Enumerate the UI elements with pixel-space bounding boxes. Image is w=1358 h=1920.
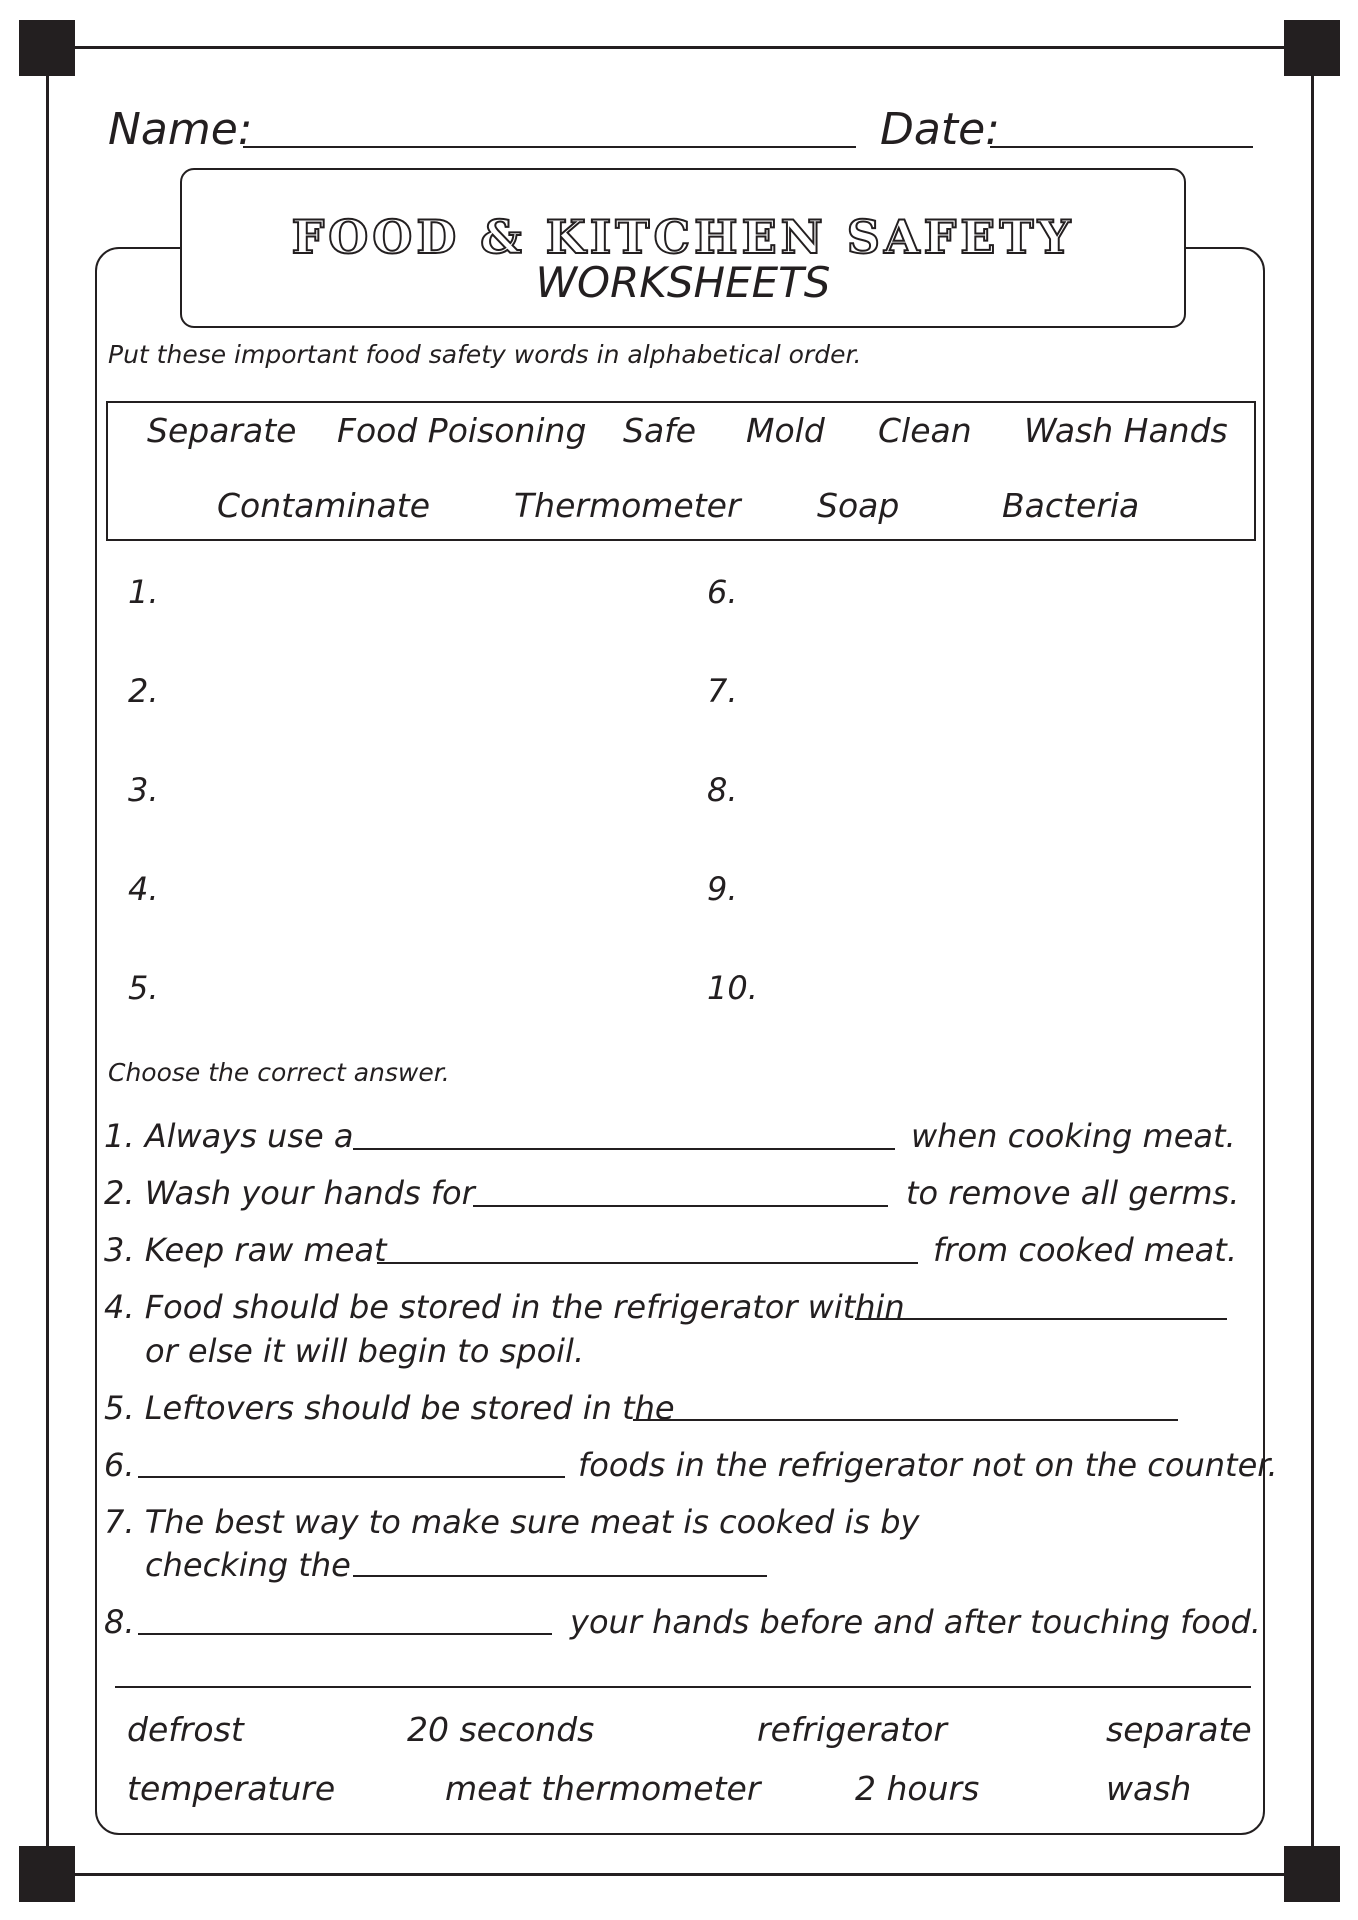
answer-number-10: 10.: [707, 969, 758, 1007]
question-4-text: 4. Food should be stored in the refrigerator within: [104, 1288, 905, 1326]
question-1-text-end: when cooking meat.: [911, 1117, 1236, 1155]
answer-number-8: 8.: [707, 771, 738, 809]
answer-number-4: 4.: [128, 870, 159, 908]
question-7-text: 7. The best way to make sure meat is cooked is by: [104, 1503, 920, 1541]
word-bank-item: Bacteria: [1002, 486, 1140, 525]
answer-bank-item: defrost: [127, 1710, 244, 1749]
question-8-blank[interactable]: [138, 1633, 552, 1635]
question-7-text-line2: checking the: [145, 1546, 351, 1584]
answer-bank-item: temperature: [127, 1769, 336, 1808]
question-7-blank[interactable]: [353, 1575, 767, 1577]
question-1-text: 1. Always use a: [104, 1117, 354, 1155]
name-label: Name:: [108, 104, 253, 155]
question-2-text-end: to remove all germs.: [906, 1174, 1240, 1212]
answer-number-9: 9.: [707, 870, 738, 908]
frame-left-line: [46, 46, 49, 1876]
question-5-text: 5. Leftovers should be stored in the: [104, 1389, 675, 1427]
answer-number-1: 1.: [128, 573, 159, 611]
question-3-text: 3. Keep raw meat: [104, 1231, 387, 1269]
answer-number-5: 5.: [128, 969, 159, 1007]
question-6-number: 6.: [104, 1446, 135, 1484]
name-field-line[interactable]: [243, 146, 856, 148]
answer-bank-item: refrigerator: [757, 1710, 947, 1749]
question-4-text-line2: or else it will begin to spoil.: [145, 1332, 585, 1370]
frame-corner-bottom-left: [19, 1846, 75, 1902]
frame-corner-top-left: [19, 20, 75, 76]
answer-bank-item: wash: [1106, 1769, 1192, 1808]
answer-number-6: 6.: [707, 573, 738, 611]
question-8-number: 8.: [104, 1603, 135, 1641]
word-bank-item: Food Poisoning: [337, 411, 587, 450]
title-box: [180, 168, 1186, 328]
answer-number-7: 7.: [707, 672, 738, 710]
frame-corner-top-right: [1284, 20, 1340, 76]
word-bank-item: Wash Hands: [1024, 411, 1228, 450]
question-6-text: foods in the refrigerator not on the counter.: [578, 1446, 1278, 1484]
frame-corner-bottom-right: [1284, 1846, 1340, 1902]
question-8-text: your hands before and after touching food.: [570, 1603, 1261, 1641]
question-3-blank[interactable]: [377, 1262, 918, 1264]
word-bank-item: Soap: [817, 486, 900, 525]
question-3-text-end: from cooked meat.: [933, 1231, 1237, 1269]
question-1-blank[interactable]: [353, 1148, 895, 1150]
answer-bank-item: 20 seconds: [407, 1710, 595, 1749]
answer-bank-item: 2 hours: [855, 1769, 980, 1808]
frame-top-line: [45, 46, 1313, 49]
word-bank-item: Thermometer: [514, 486, 741, 525]
answer-bank-item: meat thermometer: [445, 1769, 761, 1808]
answer-bank-item: separate: [1106, 1710, 1252, 1749]
word-bank-item: Safe: [623, 411, 697, 450]
worksheet-subtitle: WORKSHEETS: [535, 258, 831, 307]
word-bank-item: Contaminate: [217, 486, 431, 525]
answer-number-3: 3.: [128, 771, 159, 809]
frame-right-line: [1311, 46, 1314, 1876]
worksheet-title: FOOD & KITCHEN SAFETY: [291, 210, 1075, 264]
question-4-blank[interactable]: [855, 1318, 1227, 1320]
frame-bottom-line: [45, 1873, 1313, 1876]
question-5-blank[interactable]: [633, 1419, 1178, 1421]
word-bank-item: Mold: [746, 411, 825, 450]
question-2-text: 2. Wash your hands for: [104, 1174, 475, 1212]
answer-bank-divider: [115, 1686, 1251, 1688]
question-2-blank[interactable]: [473, 1205, 888, 1207]
alphabetical-instruction: Put these important food safety words in alphabetical order.: [108, 340, 862, 369]
answer-number-2: 2.: [128, 672, 159, 710]
choose-answer-instruction: Choose the correct answer.: [108, 1058, 450, 1087]
question-6-blank[interactable]: [138, 1476, 565, 1478]
word-bank-item: Separate: [147, 411, 297, 450]
date-field-line[interactable]: [990, 146, 1253, 148]
date-label: Date:: [880, 104, 1000, 155]
word-bank-item: Clean: [878, 411, 972, 450]
